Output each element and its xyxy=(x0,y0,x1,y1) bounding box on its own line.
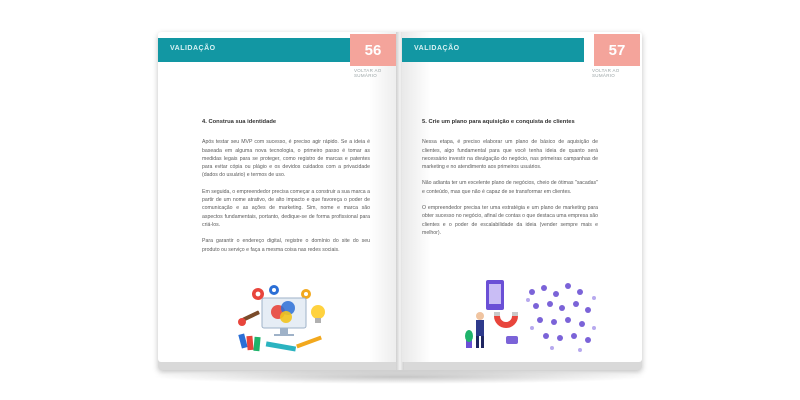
lightbulb-icon xyxy=(311,305,325,323)
left-paragraph-1: Após testar seu MVP com sucesso, é preciso agir rápido. Se a ideia é baseada em alguma nova tecnologia, o primeiro passo é tomar as medidas legais para se proteger, como registro de marcas e patentes para evitar cópia ou plágio e os devidos cuidados com a privacidade (dados do usuário) e termos de uso. xyxy=(202,139,370,179)
customer-dots-icon xyxy=(529,283,591,343)
brush-icon xyxy=(238,310,260,326)
branding-design-illustration xyxy=(236,284,332,356)
chat-bubble-icon xyxy=(506,336,518,344)
left-heading: 4. Construa sua identidade xyxy=(202,119,277,125)
plant-icon xyxy=(465,330,473,348)
ruler-icon xyxy=(266,341,296,351)
right-paragraph-2: Não adianta ter um excelente plano de negócios, cheio de ótimas "sacadas" e conteúdo, mas que não é capaz de se transformar em clientes. xyxy=(422,180,598,195)
right-paragraph-3: O empreendedor precisa ter uma estratégia e um plano de marketing para obter sucesso no negócio, afinal de contas o que destaca uma empresa são clientes e o poder de escalabilidade da ideia (vender sempre mais e melhor). xyxy=(422,205,598,236)
magnet-icon xyxy=(494,312,518,328)
left-header-bar xyxy=(158,38,350,62)
right-paragraph-1: Nessa etapa, é preciso elaborar um plano de básico de aquisição de clientes, algo fundamental para que você tenha ideia de quanto será necessário investir na divulgação do negócio, nas primeiras campanhas de marketing e no atendimento aos primeiros usuários. xyxy=(422,139,598,171)
gear-icon xyxy=(269,285,279,295)
right-page-content xyxy=(422,118,598,245)
customer-magnet-illustration xyxy=(462,276,602,356)
right-page-number: 57 xyxy=(594,34,640,66)
right-header-bar xyxy=(402,38,584,62)
open-book xyxy=(158,32,642,370)
pencil-icon xyxy=(296,336,322,349)
color-swatches-icon xyxy=(238,333,260,351)
right-heading: 5. Crie um plano para aquisição e conquista de clientes xyxy=(422,119,575,125)
left-paragraph-2: Em seguida, o empreendedor precisa começar a construir a sua marca a partir de um nome atrativo, de alto impacto e que favoreça o poder de comunicação e as ações de marketing. Sim, nome e marca são aspectos fundamentais, portanto, dedique-se de forma profissional para criá-los. xyxy=(202,188,370,228)
left-page-number: 56 xyxy=(350,34,396,66)
left-back-to-summary-link[interactable]: VOLTAR AO SUMÁRIO xyxy=(354,68,382,78)
left-paragraph-3: Para garantir o endereço digital, registre o domínio do site do seu produto ou serviço e faça a mesma coisa nas redes sociais. xyxy=(202,238,370,253)
left-page xyxy=(158,32,398,362)
person-icon xyxy=(476,312,484,348)
left-section-name: VALIDAÇÃO xyxy=(170,45,216,52)
right-back-to-summary-link[interactable]: VOLTAR AO SUMÁRIO xyxy=(592,68,620,78)
book-shadow xyxy=(150,370,650,384)
left-page-content xyxy=(202,118,370,262)
right-page xyxy=(402,32,642,362)
right-section-name: VALIDAÇÃO xyxy=(414,45,460,52)
